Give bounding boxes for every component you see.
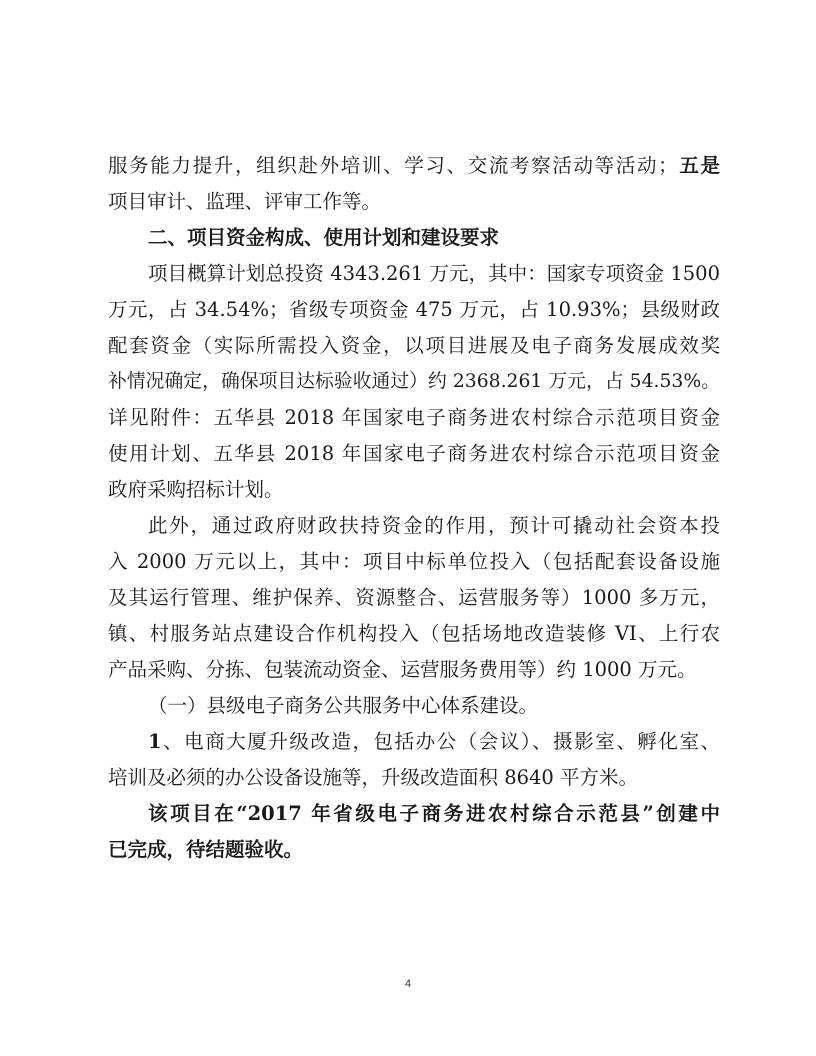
paragraph-line (108, 148, 720, 184)
paragraph-line: 补情况确定，确保项目达标验收通过）约 2368.261 万元，占 54.53%。 (108, 371, 720, 392)
bold-text-run: 五是 (677, 154, 720, 177)
paragraph-line: 入 2000 万元以上，其中：项目中标单位投入（包括配套设备设施 (108, 550, 720, 573)
section-heading: 二、项目资金构成、使用计划和建设要求 (148, 226, 500, 249)
paragraph-line: 镇、村服务站点建设合作机构投入（包括场地改造装修 VI、上行农 (108, 622, 720, 645)
paragraph-line: 使用计划、五华县 2018 年国家电子商务进农村综合示范项目资金 (108, 442, 720, 465)
text-run: 服务能力提升，组织赴外培训、学习、交流考察活动等活动； (108, 154, 678, 177)
paragraph-line: 培训及必须的办公设备设施等，升级改造面积 8640 平方米。 (108, 766, 639, 789)
paragraph-line: 政府采购招标计划。 (108, 478, 284, 501)
bold-paragraph-line: 该项目在“2017 年省级电子商务进农村综合示范县”创建中 (148, 802, 720, 825)
paragraph-line: 产品采购、分拣、包装流动资金、运营服务费用等）约 1000 万元。 (108, 658, 697, 681)
text-run: 、电商大厦升级改造，包括办公（会议）、摄影室、孵化室、 (161, 730, 720, 753)
paragraph-line: 项目审计、监理、评审工作等。 (108, 190, 382, 213)
document-body (108, 148, 720, 868)
paragraph-line: 及其运行管理、维护保养、资源整合、运营服务等）1000 多万元， (108, 586, 720, 609)
list-number: 1 (148, 730, 162, 753)
page-number: 4 (404, 978, 412, 990)
paragraph-line: 万元，占 34.54%；省级专项资金 475 万元，占 10.93%；县级财政 (108, 298, 720, 321)
paragraph-line: 详见附件：五华县 2018 年国家电子商务进农村综合示范项目资金 (108, 406, 720, 429)
paragraph-line: 此外，通过政府财政扶持资金的作用，预计可撬动社会资本投 (148, 514, 720, 537)
paragraph-line (108, 724, 720, 760)
subsection-heading: （一）县级电子商务公共服务中心体系建设。 (148, 694, 539, 717)
paragraph-line: 项目概算计划总投资 4343.261 万元，其中：国家专项资金 1500 (148, 262, 720, 285)
paragraph-line: 配套资金（实际所需投入资金，以项目进展及电子商务发展成效奖 (108, 334, 720, 357)
bold-paragraph-line: 已完成，待结题验收。 (108, 838, 304, 861)
